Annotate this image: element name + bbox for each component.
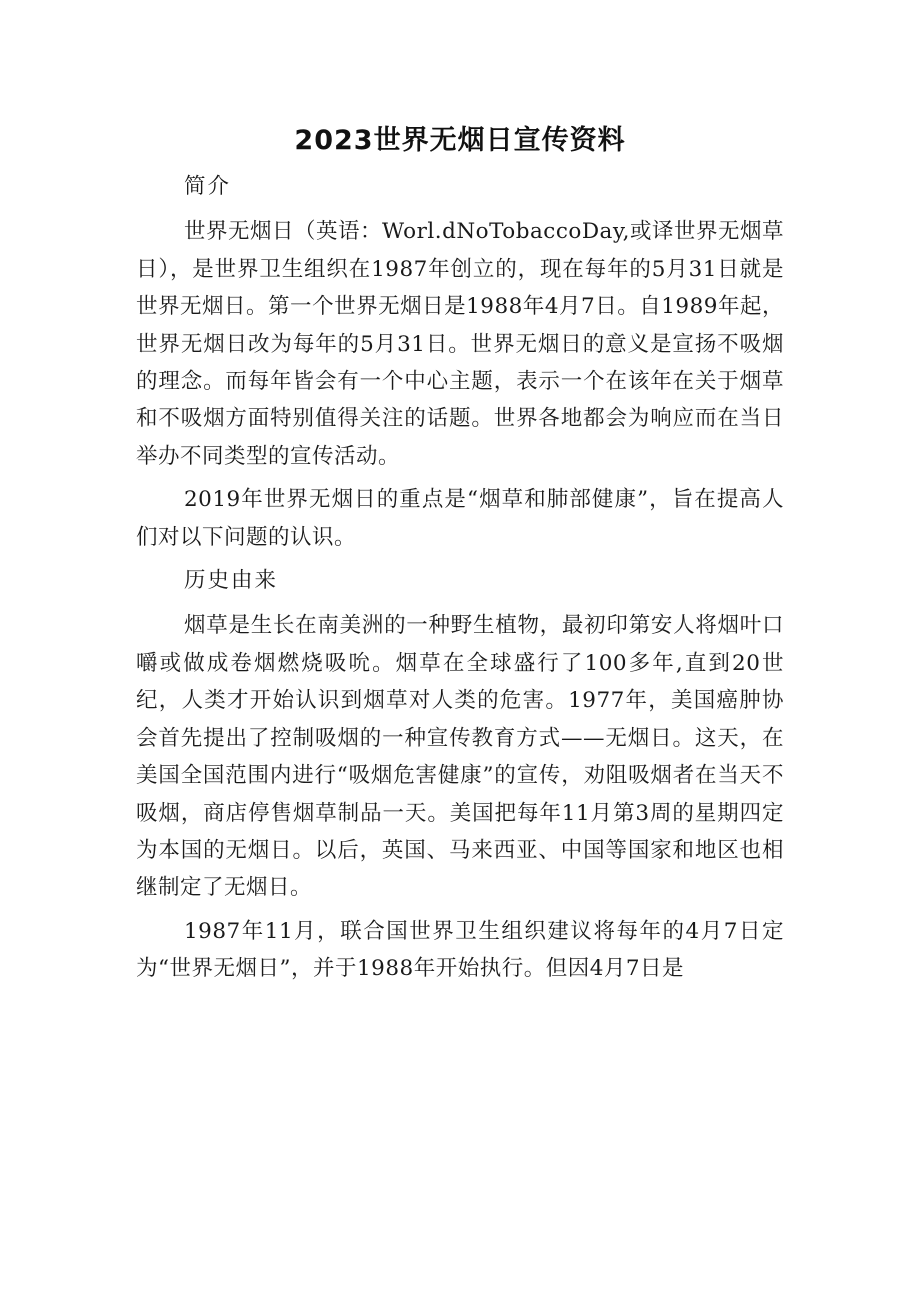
section-heading-intro: 简介 <box>184 174 232 199</box>
intro-paragraph-2: 2019年世界无烟日的重点是“烟草和肺部健康”，旨在提高人们对以下问题的认识。 <box>136 487 784 550</box>
document-body <box>136 168 784 994</box>
history-paragraph-2: 1987年11月，联合国世界卫生组织建议将每年的4月7日定为“世界无烟日”，并于1988年开始执行。但因4月7日是 <box>136 918 784 982</box>
history-paragraph-1: 烟草是生长在南美洲的一种野生植物，最初印第安人将烟叶口嚼或做成卷烟燃烧吸吮。烟草在全球盛行了100多年,直到20世纪，人类才开始认识到烟草对人类的危害。1977年，美国癌肿协会首先提出了控制吸烟的一种宣传教育方式——无烟日。这天，在美国全国范围内进行“吸烟危害健康”的宣传，劝阻吸烟者在当天不吸烟，商店停售烟草制品一天。美国把每年11月第3周的星期四定为本国的无烟日。以后，英国、马来西亚、中国等国家和地区也相继制定了无烟日。 <box>136 613 784 901</box>
intro-paragraph-1: 世界无烟日（英语：Worl.dNoTobaccoDay,或译世界无烟草日），是世界卫生组织在1987年创立的，现在每年的5月31日就是世界无烟日。第一个世界无烟日是1988年4月7日。自1989年起，世界无烟日改为每年的5月31日。世界无烟日的意义是宣扬不吸烟的理念。而每年皆会有一个中心主题，表示一个在该年在关于烟草和不吸烟方面特别值得关注的话题。世界各地都会为响应而在当日举办不同类型的宣传活动。 <box>136 219 784 469</box>
document-title: 2023世界无烟日宣传资料 <box>294 125 626 156</box>
section-heading-history: 历史由来 <box>184 568 279 594</box>
